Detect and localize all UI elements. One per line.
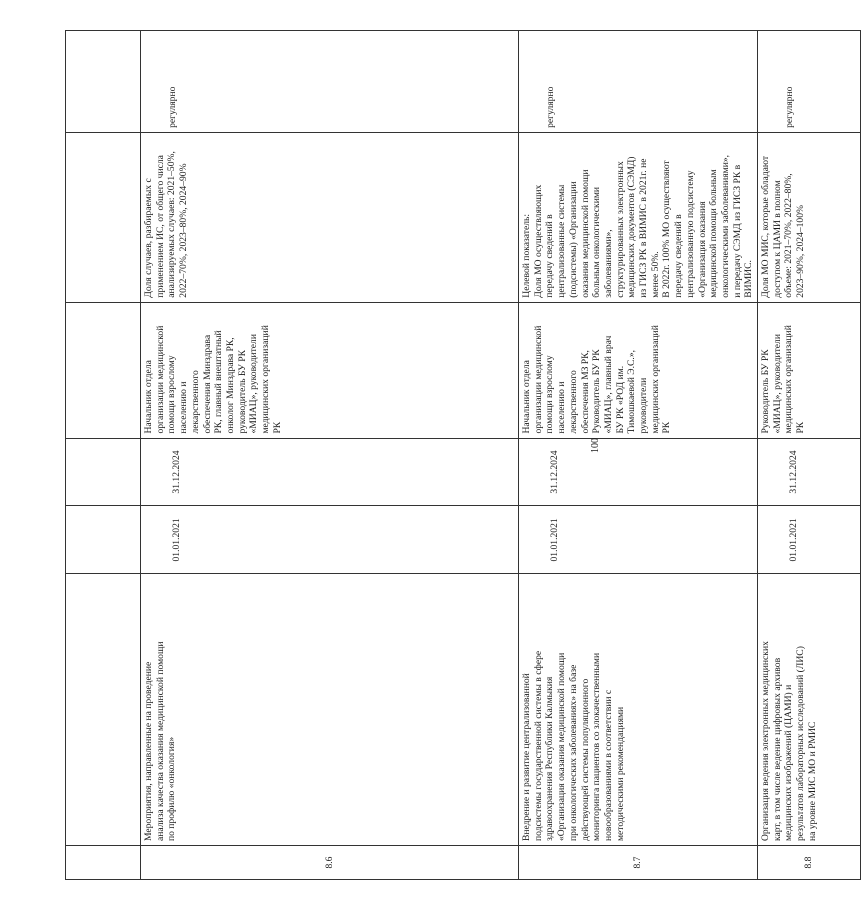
responsible-line: обеспечения МЗ РК, [579, 350, 591, 434]
responsible-line: медицинских организаций [783, 325, 795, 434]
row-number: 8.7 [519, 846, 758, 880]
responsible-line: РК [795, 421, 807, 434]
activity-cell [141, 574, 519, 846]
indicator-line: медицинской помощи больным [708, 169, 720, 298]
frequency-cell: регулярно [519, 31, 758, 133]
responsible-line: помощи взрослому [544, 355, 556, 434]
activity-line: действующей системы популяционного [579, 678, 591, 842]
table-row [141, 31, 519, 880]
indicator-line: заболеваниями», [602, 229, 614, 298]
indicator-line: и передачу СЭМД из ГИСЗ РК в [731, 164, 743, 298]
indicator-line: оказания медицинской помощи [579, 169, 591, 298]
responsible-line: медицинских организаций [260, 325, 272, 434]
responsible-line: РК [661, 421, 673, 434]
indicator-line: Доля МО осуществляющих [532, 184, 544, 298]
responsible-line: «МИАЦ», главный врач [602, 335, 614, 434]
activity-line: по профилю «онкология» [166, 736, 178, 842]
activity-line: на уровне МИС МО и РМИС [806, 721, 818, 842]
responsible-line: БУ РК «РОД им. [614, 365, 626, 434]
responsible-line: Начальник отдела [143, 360, 154, 434]
activity-line: карт, в том числе ведение цифровых архивов [771, 657, 783, 842]
indicator-cell [758, 132, 861, 302]
activity-line: «Организация оказания медицинской помощи [556, 652, 568, 842]
spacer-cell [66, 31, 141, 133]
end-date: 31.12.2024 [141, 438, 519, 506]
indicator-line: доступом к ЦАМИ в полном [771, 180, 783, 298]
indicator-line: В 2022г. 100% МО осуществляют [661, 160, 673, 298]
responsible-line: Начальник отдела [521, 360, 532, 434]
responsible-line: лекарственного [567, 370, 579, 434]
indicator-line: 2023–90%, 2024–100% [795, 204, 807, 298]
activity-line: анализа качества оказания медицинской помощи [154, 641, 166, 842]
responsible-line: населению и [556, 381, 568, 434]
responsible-line: обеспечения Минздрава [201, 334, 213, 434]
activity-line: новообразованиями в соответствии с [602, 689, 614, 842]
activity-cell [758, 574, 861, 846]
responsible-line: руководитель БУ РК [236, 350, 248, 434]
indicator-line: «Организация оказания [696, 201, 708, 298]
activity-line: при онкологических заболеваниях» на базе [567, 664, 579, 842]
responsible-cell [758, 302, 861, 438]
plan-table [65, 30, 861, 880]
responsible-line: руководители [638, 377, 650, 434]
frequency-cell: регулярно [141, 31, 519, 133]
indicator-line: 2022–70%, 2023–80%, 2024–90% [178, 163, 190, 298]
activity-line: Мероприятия, направленные на проведение [143, 661, 154, 842]
indicator-line: ВИМИС. [743, 260, 755, 298]
indicator-line: Целевой показатель: [521, 213, 532, 298]
responsible-line: Руководитель БУ РК [760, 349, 772, 434]
responsible-line: организации медицинской [532, 325, 544, 434]
activity-line: мониторинга пациентов со злокачественными [591, 652, 603, 842]
start-date: 01.01.2021 [519, 506, 758, 574]
indicator-line: из ГИСЗ РК в ВИМИС в 2021г. не [638, 158, 650, 298]
indicator-line: применением ИС, от общего числа [154, 155, 166, 298]
activity-line: подсистемы государственной системы в сфере [532, 650, 544, 842]
responsible-cell [519, 302, 758, 438]
table-row [66, 31, 141, 880]
indicator-line: Доля МО МИС, которые обладают [760, 155, 772, 298]
activity-line: методическими рекомендациями [614, 706, 626, 842]
indicator-line: централизованную подсистему [684, 170, 696, 298]
indicator-line: передачу сведений в [544, 214, 556, 298]
indicator-line: анализируемых случаев: 2021–50%, [166, 151, 178, 298]
responsible-line: онколог Минздрава РК, [224, 337, 236, 434]
responsible-line: Руководитель БУ РК [591, 349, 603, 434]
activity-line: Внедрение и развитие централизованной [521, 673, 532, 842]
table-row [519, 31, 758, 880]
spacer-cell [66, 132, 141, 302]
activity-line: результатов лабораторных исследований (ЛИС) [795, 646, 807, 842]
end-date: 31.12.2024 [519, 438, 758, 506]
indicator-line: структурированных электронных [614, 161, 626, 298]
indicator-line: Доля случаев, разбираемых с [143, 178, 154, 298]
indicator-line: медицинских документов (СЭМД) [626, 156, 638, 298]
row-number: 8.6 [141, 846, 519, 880]
page-number: 100 [590, 438, 601, 453]
spacer-cell [66, 506, 141, 574]
start-date: 01.01.2021 [758, 506, 861, 574]
responsible-cell [141, 302, 519, 438]
responsible-line: лекарственного [189, 370, 201, 434]
responsible-line: РК [271, 421, 283, 434]
row-number: 8.8 [758, 846, 861, 880]
responsible-line: «МИАЦ», руководители [771, 334, 783, 434]
responsible-line: «МИАЦ», руководители [248, 334, 260, 434]
end-date: 31.12.2024 [758, 438, 861, 506]
spacer-cell [66, 574, 141, 846]
responsible-line: помощи взрослому [166, 355, 178, 434]
activity-line: медицинских изображений (ЦАМИ) и [783, 684, 795, 842]
spacer-cell [66, 846, 141, 880]
responsible-line: медицинских организаций [649, 325, 661, 434]
activity-line: здравоохранения Республики Калмыкия [544, 676, 556, 842]
indicator-line: онкологическими заболеваниями», [719, 154, 731, 298]
indicator-line: централизованные системы [556, 184, 568, 298]
indicator-cell [519, 132, 758, 302]
table-row [758, 31, 861, 880]
indicator-line: менее 50%. [649, 251, 661, 298]
responsible-line: Тимошкаевой Э.С.», [626, 349, 638, 434]
responsible-line: населению и [178, 381, 190, 434]
responsible-line: организации медицинской [154, 325, 166, 434]
indicator-cell [141, 132, 519, 302]
activity-cell [519, 574, 758, 846]
spacer-cell [66, 302, 141, 438]
frequency-cell: регулярно [758, 31, 861, 133]
indicator-line: (подсистемы) «Организации [567, 181, 579, 298]
indicator-line: передачу сведений в [673, 214, 685, 298]
indicator-line: объеме: 2021–70%, 2022–80%, [783, 173, 795, 298]
spacer-cell [66, 438, 141, 506]
responsible-line: РК, главный внештатный [213, 330, 225, 434]
start-date: 01.01.2021 [141, 506, 519, 574]
activity-line: Организация ведения электронных медицинских [760, 641, 772, 842]
indicator-line: больным онкологическими [591, 186, 603, 298]
